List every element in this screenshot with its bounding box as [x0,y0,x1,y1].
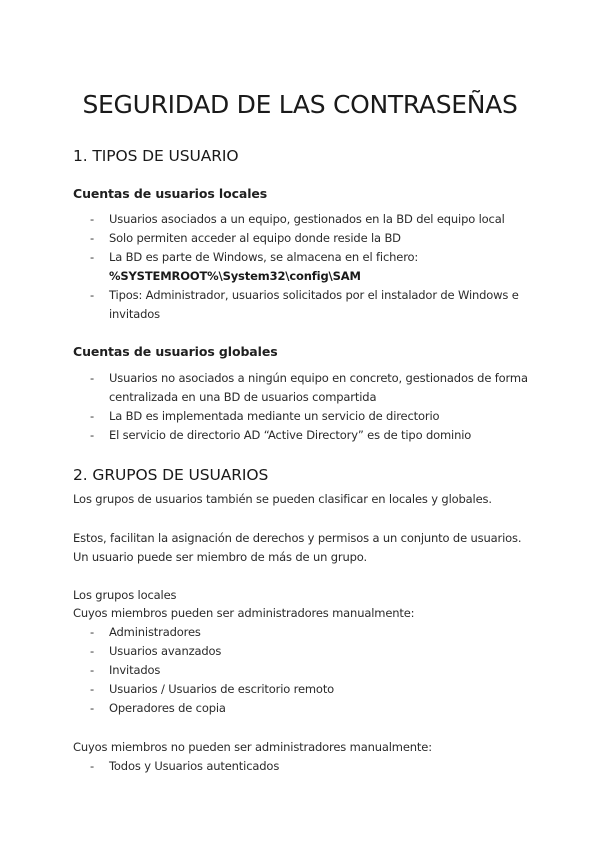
non-manual-admin-groups-list [73,757,533,776]
list-item: - El servicio de directorio AD “Active Directory” es de tipo dominio [73,426,533,445]
bullet-dash: - [90,231,94,245]
list-item: - Usuarios avanzados [73,642,533,661]
local-groups-label: Los grupos locales [73,588,177,602]
list-item: - Operadores de copia [73,699,533,718]
groups-purpose-line-1: Estos, facilitan la asignación de derechos y permisos a un conjunto de usuarios. [73,531,522,545]
bullet-dash: - [90,625,94,639]
non-manual-admin-label: Cuyos miembros no pueden ser administradores manualmente: [73,740,432,754]
sam-file-path: %SYSTEMROOT%\System32\config\SAM [109,269,361,283]
list-item: - La BD es implementada mediante un servicio de directorio [73,407,533,426]
list-item: - Solo permiten acceder al equipo donde reside la BD [73,229,533,248]
list-item: - La BD es parte de Windows, se almacena en el fichero: %SYSTEMROOT%\System32\config\SAM [73,248,533,286]
section-2-heading: 2. GRUPOS DE USUARIOS [73,466,269,484]
global-accounts-list [73,369,533,445]
list-item: - Usuarios asociados a un equipo, gestionados en la BD del equipo local [73,210,533,229]
bullet-dash: - [90,409,94,423]
list-item: - Administradores [73,623,533,642]
bullet-dash: - [90,428,94,442]
bullet-dash: - [90,250,94,264]
global-accounts-heading: Cuentas de usuarios globales [73,344,278,359]
section-1-heading: 1. TIPOS DE USUARIO [73,147,239,165]
bullet-dash: - [90,701,94,715]
manual-admin-groups-list [73,623,533,718]
bullet-dash: - [90,212,94,226]
bullet-dash: - [90,759,94,773]
bullet-dash: - [90,371,94,385]
list-item: - Todos y Usuarios autenticados [73,757,533,776]
list-item: - Tipos: Administrador, usuarios solicitados por el instalador de Windows e invitados [90,288,519,321]
groups-purpose-line-2: Un usuario puede ser miembro de más de un grupo. [73,550,367,564]
list-item: - Usuarios no asociados a ningún equipo en concreto, gestionados de forma centralizada en una BD de usuarios compartida [90,371,528,404]
bullet-dash: - [90,663,94,677]
list-item: - Invitados [73,661,533,680]
list-item: - Usuarios / Usuarios de escritorio remoto [73,680,533,699]
page-title: SEGURIDAD DE LAS CONTRASEÑAS [82,90,518,119]
bullet-dash: - [90,288,94,302]
manual-admin-label: Cuyos miembros pueden ser administradores manualmente: [73,606,415,620]
local-accounts-list [73,210,533,324]
bullet-dash: - [90,682,94,696]
bullet-dash: - [90,644,94,658]
local-accounts-heading: Cuentas de usuarios locales [73,186,268,201]
groups-intro-paragraph: Los grupos de usuarios también se pueden clasificar en locales y globales. [73,492,492,506]
